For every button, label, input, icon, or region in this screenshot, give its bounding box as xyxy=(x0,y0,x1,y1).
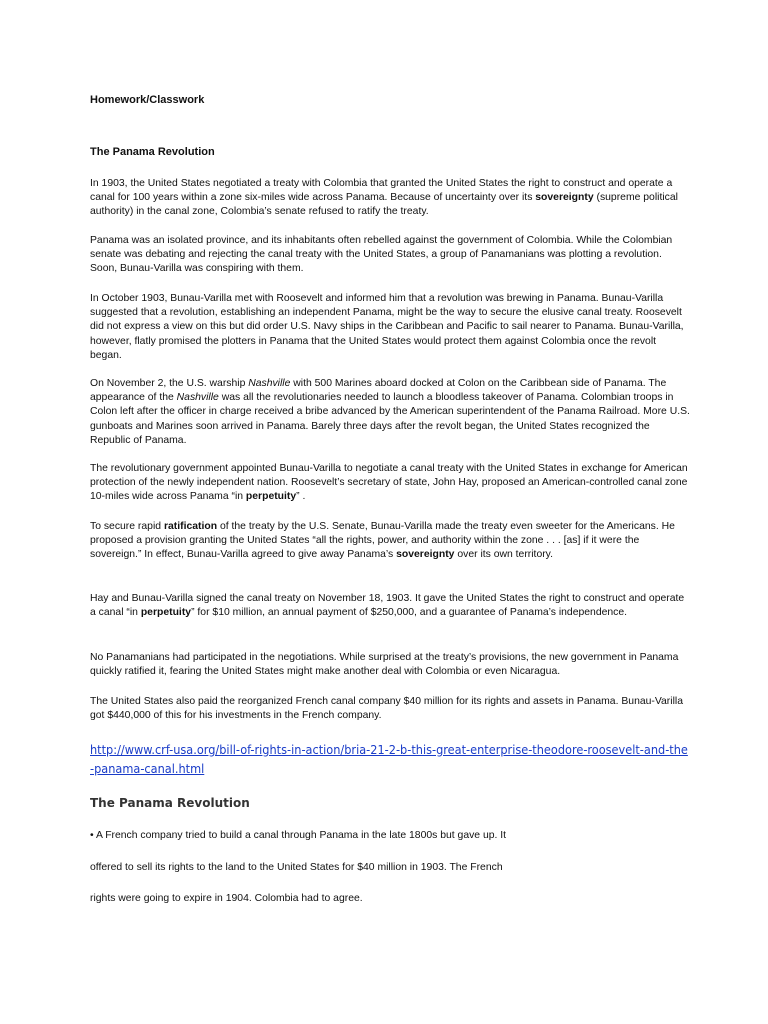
italic-term: Nashville xyxy=(248,378,291,389)
bold-term: perpetuity xyxy=(245,491,297,503)
text-run: To secure rapid xyxy=(90,521,164,532)
paragraph xyxy=(90,377,690,448)
text-run: (supreme political authority) in the canal zone, Colombia’s senate refused to ratify the treaty. xyxy=(90,192,678,218)
paragraph xyxy=(90,592,690,620)
paragraph xyxy=(90,462,690,505)
paragraph xyxy=(90,695,690,723)
document-label: Homework/Classwork xyxy=(90,94,205,106)
paragraph xyxy=(90,520,690,563)
bold-term: sovereignty xyxy=(535,192,594,204)
section-title: The Panama Revolution xyxy=(90,796,250,810)
paragraph xyxy=(90,651,690,679)
text-run: of the treaty by the U.S. Senate, Bunau-Varilla made the treaty even sweeter for the Americans. He proposed a provision granting the United States “all the rights, power, and authority within the zone . . . [as] if it were the sovereign.” In effect, Bunau-Varilla agreed to give away Panama’s xyxy=(90,521,675,561)
bullet-text-line: rights were going to expire in 1904. Colombia had to agree. xyxy=(90,893,363,904)
bullet-text-line: offered to sell its rights to the land to the United States for $40 million in 1903. The French xyxy=(90,862,503,873)
text-run: was all the revolutionaries needed to launch a bloodless takeover of Panama. Colombian troops in Colon left after the officer in charge received a bribe advanced by the American superintendent of the Panama Railroad. More U.S. gunboats and Marines soon arrived in Panama. Barely three days after the revolt began, the United States recognized the Republic of Panama. xyxy=(90,392,690,446)
text-run: with 500 Marines aboard docked at Colon on the Caribbean side of Panama. The appearance of the xyxy=(90,378,667,404)
paragraph xyxy=(90,177,690,220)
source-link[interactable]: http://www.crf-usa.org/bill-of-rights-in-action/bria-21-2-b-this-great-enterprise-theodore-roosevelt-and-the-panama-canal.html xyxy=(90,742,688,776)
bold-term: sovereignty xyxy=(396,549,455,561)
text-run: In 1903, the United States negotiated a treaty with Colombia that granted the United States the right to construct and operate a canal for 100 years within a zone six-miles wide across Panama. Because of uncertainty over its xyxy=(90,178,673,204)
text-run: On November 2, the U.S. warship xyxy=(90,378,249,389)
text-run: In October 1903, Bunau-Varilla met with Roosevelt and informed him that a revolution was brewing in Panama. Bunau-Varilla suggested that a revolution, establishing an independent Panama, might be the way to secure the elusive canal treaty. Roosevelt did not express a view on this but did order U.S. Navy ships in the Caribbean and Pacific to sail nearer to Panama. Bunau-Varilla, however, flatly promised the plotters in Panama that the United States would protect them against Colombia once the revolt began. xyxy=(90,293,684,361)
text-run: Hay and Bunau-Varilla signed the canal treaty on November 18, 1903. It gave the United States the right to construct and operate a canal “in xyxy=(90,593,685,619)
text-run: The United States also paid the reorganized French canal company $40 million for its rights and assets in Panama. Bunau-Varilla got $440,000 of this for his investments in the French company. xyxy=(90,696,683,722)
paragraph xyxy=(90,292,690,363)
text-run: No Panamanians had participated in the negotiations. While surprised at the treaty’s provisions, the new government in Panama quickly ratified it, fearing the United States might make another deal with Colombia or even Nicaragua. xyxy=(90,652,679,678)
bullet-text-line: • A French company tried to build a canal through Panama in the late 1800s but gave up. It xyxy=(90,830,507,841)
italic-term: Nashville xyxy=(176,392,219,404)
text-run: The revolutionary government appointed Bunau-Varilla to negotiate a canal treaty with the United States in exchange for American protection of the newly independent nation. Roosevelt’s secretary of state, John Hay, proposed an American-controlled canal zone 10-miles wide across Panama “in xyxy=(90,463,688,503)
text-run: ” for $10 million, an annual payment of $250,000, and a guarantee of Panama’s independence. xyxy=(191,607,628,619)
text-run: ” . xyxy=(296,491,306,503)
text-run: Panama was an isolated province, and its inhabitants often rebelled against the government of Colombia. While the Colombian senate was debating and rejecting the canal treaty with the United States, a group of Panamanians was plotting a revolution. Soon, Bunau-Varilla was conspiring with them. xyxy=(90,235,673,275)
text-run: over its own territory. xyxy=(454,549,553,561)
paragraph xyxy=(90,234,690,277)
document-title: The Panama Revolution xyxy=(90,146,215,158)
bold-term: ratification xyxy=(163,521,218,532)
bold-term: perpetuity xyxy=(140,607,192,619)
